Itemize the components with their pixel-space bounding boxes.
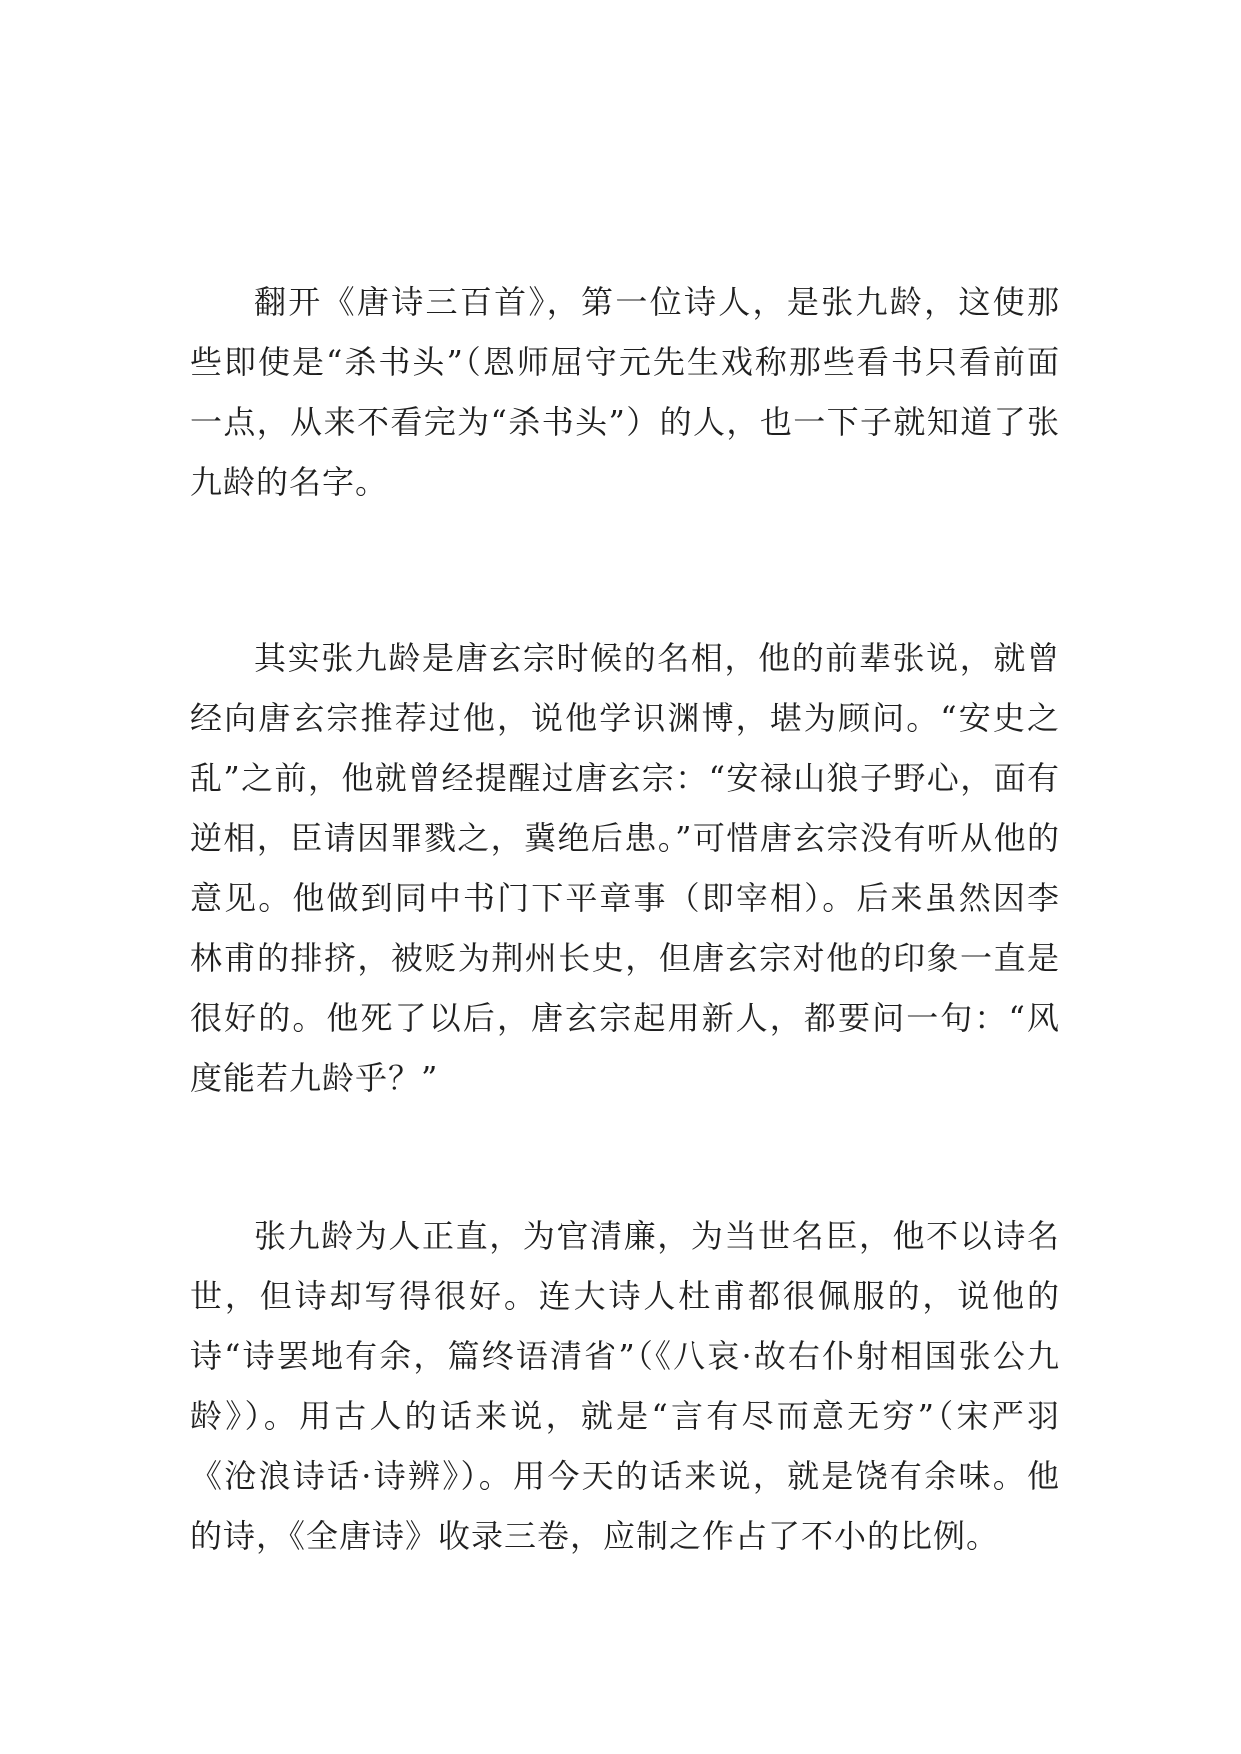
paragraph-1: 翻开《唐诗三百首》，第一位诗人，是张九龄，这使那些即使是“杀书头”（恩师屈守元先生戏称那些看书只看前面一点，从来不看完为“杀书头”）的人，也一下子就知道了张九龄的名字。 [190, 283, 1060, 501]
paragraph-3: 张九龄为人正直，为官清廉，为当世名臣，他不以诗名世，但诗却写得很好。连大诗人杜甫都很佩服的，说他的诗“诗罢地有余，篇终语清省”（《八哀·故右仆射相国张公九龄》）。用古人的话来说，就是“言有尽而意无穷”（宋严羽《沧浪诗话·诗辨》）。用今天的话来说，就是饶有余味。他的诗，《全唐诗》收录三卷，应制之作占了不小的比例。 [190, 1217, 1060, 1555]
paragraph-2: 其实张九龄是唐玄宗时候的名相，他的前辈张说，就曾经向唐玄宗推荐过他，说他学识渊博，堪为顾问。“安史之乱”之前，他就曾经提醒过唐玄宗：“安禄山狼子野心，面有逆相，臣请因罪戮之，冀绝后患。”可惜唐玄宗没有听从他的意见。他做到同中书门下平章事（即宰相）。后来虽然因李林甫的排挤，被贬为荆州长史，但唐玄宗对他的印象一直是很好的。他死了以后，唐玄宗起用新人，都要问一句：“风度能若九龄乎？” [190, 639, 1060, 1097]
